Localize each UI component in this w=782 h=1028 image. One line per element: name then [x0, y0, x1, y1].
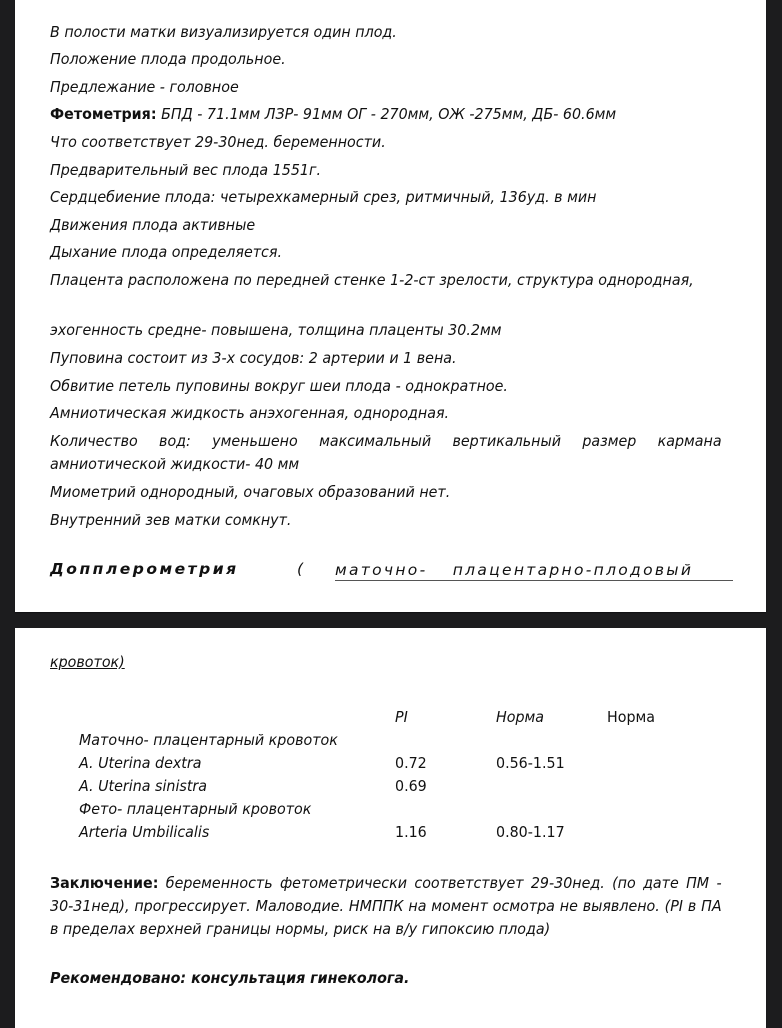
- conclusion-paragraph: [50, 872, 722, 941]
- doppler-subtitle: маточно- плацентарно-плодовый: [335, 560, 733, 581]
- table-row-pi: 1.16: [395, 823, 427, 841]
- text-line: эхогенность средне- повышена, толщина плаценты 30.2мм: [50, 321, 502, 339]
- text-line: Предварительный вес плода 1551г.: [50, 161, 322, 179]
- text-line: Амниотическая жидкость анэхогенная, однородная.: [50, 404, 450, 422]
- fetometry-label: Фетометрия:: [50, 105, 157, 123]
- text-line: Предлежание - головное: [50, 78, 239, 96]
- table-header-pi: PI: [395, 708, 408, 726]
- table-row-norm: 0.56-1.51: [496, 754, 565, 772]
- text-line: Миометрий однородный, очаговых образований нет.: [50, 483, 451, 501]
- table-row-name: A. Uterina dextra: [79, 754, 202, 772]
- table-row-norm: 0.80-1.17: [496, 823, 565, 841]
- text-line: Дыхание плода определяется.: [50, 243, 282, 261]
- recommendation-line: [50, 967, 409, 989]
- fetometry-line: [50, 103, 616, 125]
- recommendation-label: Рекомендовано:: [50, 969, 187, 987]
- table-header-norm: Норма: [496, 708, 544, 726]
- text-line: Сердцебиение плода: четырехкамерный срез, ритмичный, 136уд. в мин: [50, 188, 597, 206]
- table-row-name: A. Uterina sinistra: [79, 777, 208, 795]
- text-line: Что соответствует 29-30нед. беременности.: [50, 133, 386, 151]
- table-row-name: Arteria Umbilicalis: [79, 823, 210, 841]
- text-line: В полости матки визуализируется один плод.: [50, 23, 397, 41]
- document-page-1: [15, 0, 766, 612]
- text-line: Положение плода продольное.: [50, 50, 286, 68]
- doppler-paren: (: [297, 560, 304, 578]
- table-row-pi: 0.72: [395, 754, 427, 772]
- text-line: Внутренний зев матки сомкнут.: [50, 511, 292, 529]
- doppler-subtitle-continued: кровоток): [50, 653, 125, 671]
- text-line: Движения плода активные: [50, 216, 256, 234]
- text-line: Обвитие петель пуповины вокруг шеи плода - однократное.: [50, 377, 508, 395]
- placenta-paragraph: Плацента расположена по передней стенке 1-2-ст зрелости, структура однородная,: [50, 271, 694, 289]
- recommendation-text: консультация гинеколога.: [191, 969, 410, 987]
- conclusion-label: Заключение:: [50, 874, 159, 892]
- table-row-pi: 0.69: [395, 777, 427, 795]
- table-row-name: Маточно- плацентарный кровоток: [79, 731, 338, 749]
- conclusion-text: беременность фетометрически соответствует 29-30нед. (по дате ПМ - 30-31нед), прогрессирует. Маловодие. НМППК на момент осмотра не выявлено. (PI в ПА в пределах верхней границы нормы, риск на в/у гипоксию плода): [50, 874, 722, 938]
- table-header-norm-2: Норма: [607, 708, 655, 726]
- doppler-title: Допплерометрия: [50, 560, 239, 578]
- fetometry-values: БПД - 71.1мм ЛЗР- 91мм ОГ - 270мм, ОЖ -275мм, ДБ- 60.6мм: [161, 105, 617, 123]
- text-line: Пуповина состоит из 3-х сосудов: 2 артерии и 1 вена.: [50, 349, 457, 367]
- table-row-name: Фето- плацентарный кровоток: [79, 800, 312, 818]
- document-page-2: [15, 628, 766, 1028]
- water-paragraph: Количество вод: уменьшено максимальный вертикальный размер кармана амниотической жидкости- 40 мм: [50, 432, 722, 473]
